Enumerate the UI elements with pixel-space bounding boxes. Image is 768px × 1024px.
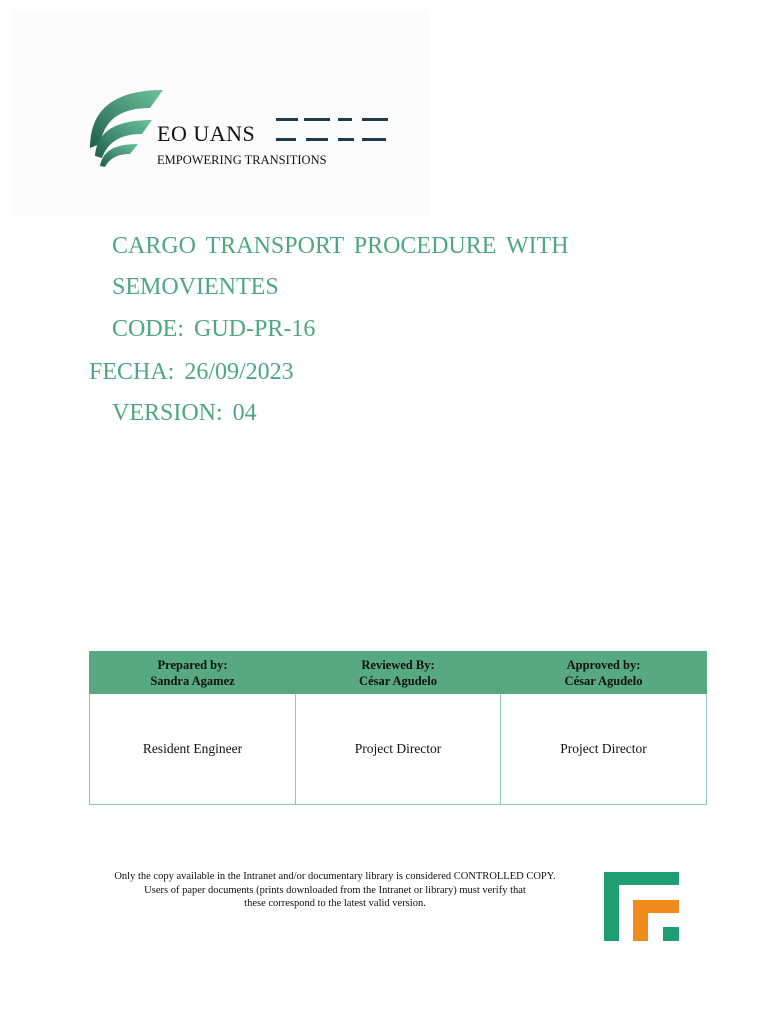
controlled-copy-notice [95, 870, 575, 911]
notice-line-1: Only the copy available in the Intranet and/or documentary library is considered CONTROLLED COPY. [114, 871, 556, 882]
approved-by-header [501, 652, 707, 694]
reviewed-by-role: Project Director [296, 694, 501, 805]
prepared-by-label: Prepared by: [157, 657, 228, 672]
logo-overlay-icon [276, 108, 391, 150]
notice-line-3: these correspond to the latest valid version. [244, 898, 426, 909]
reviewed-by-name: César Agudelo [359, 673, 437, 688]
logo-name: EO UANS [157, 121, 256, 146]
notice-line-2: Users of paper documents (prints downloaded from the Intranet or library) must verify that [144, 884, 526, 896]
approvals-roles-row [90, 694, 707, 805]
document-date: FECHA: 26/09/2023 [89, 359, 294, 385]
document-title-line-1: CARGO TRANSPORT PROCEDURE WITH [112, 233, 569, 259]
prepared-by-role: Resident Engineer [90, 694, 296, 805]
document-version: VERSION: 04 [112, 400, 257, 426]
approvals-table [89, 651, 707, 805]
company-logo-icon [88, 86, 168, 168]
approved-by-name: César Agudelo [564, 673, 643, 688]
approved-by-label: Approved by: [566, 657, 641, 672]
document-title-line-2: SEMOVIENTES [112, 274, 279, 300]
prepared-by-name: Sandra Agamez [150, 673, 235, 688]
footer-logo-icon [604, 872, 680, 942]
reviewed-by-label: Reviewed By: [361, 657, 435, 672]
logo-tagline: EMPOWERING TRANSITIONS [157, 153, 327, 167]
approvals-header-row [90, 652, 707, 694]
approved-by-role: Project Director [501, 694, 707, 805]
prepared-by-header [90, 652, 296, 694]
reviewed-by-header [296, 652, 501, 694]
document-code: CODE: GUD-PR-16 [112, 316, 316, 342]
